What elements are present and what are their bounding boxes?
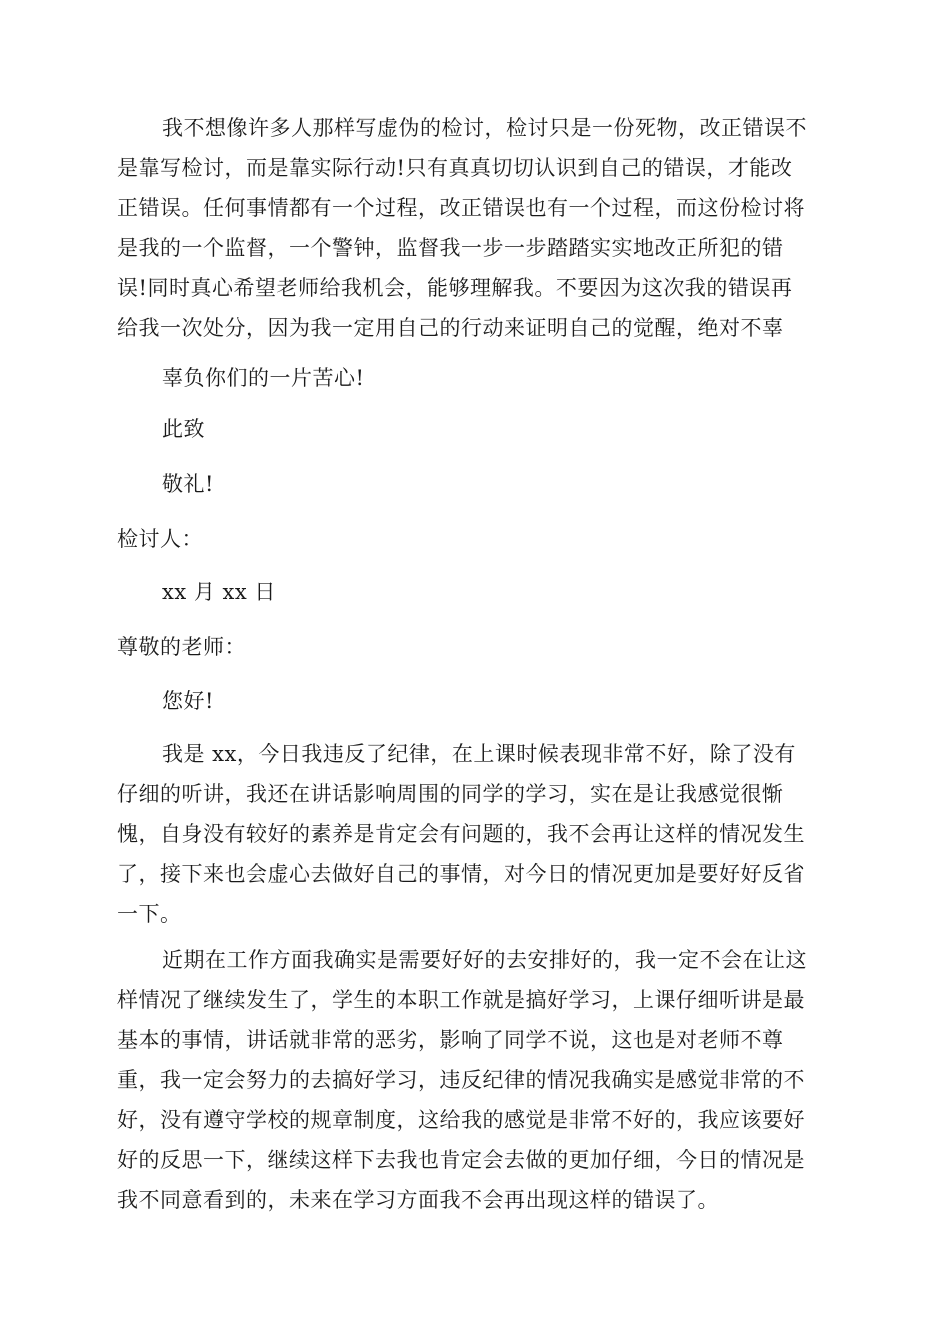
reviewer-label: 检讨人： bbox=[117, 527, 203, 551]
greeting-hello: 您好! bbox=[162, 689, 214, 713]
paragraph-1-line-3: 正错误。任何事情都有一个过程，改正错误也有一个过程，而这份检讨将 bbox=[117, 196, 805, 220]
paragraph-1-line-6: 给我一次处分，因为我一定用自己的行动来证明自己的觉醒，绝对不辜 bbox=[117, 316, 784, 340]
closing-text: 此致 bbox=[162, 417, 205, 441]
paragraph-1-line-5: 误!同时真心希望老师给我机会，能够理解我。不要因为这次我的错误再 bbox=[117, 276, 793, 300]
paragraph-3-line-3: 基本的事情，讲话就非常的恶劣，影响了同学不说，这也是对老师不尊 bbox=[117, 1028, 784, 1052]
paragraph-3-line-5: 好，没有遵守学校的规章制度，这给我的感觉是非常不好的，我应该要好 bbox=[117, 1108, 805, 1132]
paragraph-1-line-1: 我不想像许多人那样写虚伪的检讨，检讨只是一份死物，改正错误不 bbox=[162, 116, 807, 140]
paragraph-1-tail: 辜负你们的一片苦心! bbox=[162, 366, 365, 390]
paragraph-2-line-2: 仔细的听讲，我还在讲话影响周围的同学的学习，实在是让我感觉很惭 bbox=[117, 782, 784, 806]
paragraph-2-line-1: 我是 xx，今日我违反了纪律，在上课时候表现非常不好，除了没有 bbox=[162, 742, 796, 766]
paragraph-3-line-4: 重，我一定会努力的去搞好学习，违反纪律的情况我确实是感觉非常的不 bbox=[117, 1068, 805, 1092]
paragraph-2-line-5: 一下。 bbox=[117, 902, 182, 926]
date-text: xx 月 xx 日 bbox=[162, 580, 276, 604]
paragraph-3-line-6: 好的反思一下，继续这样下去我也肯定会去做的更加仔细，今日的情况是 bbox=[117, 1148, 805, 1172]
paragraph-1-line-2: 是靠写检讨，而是靠实际行动!只有真真切切认识到自己的错误，才能改 bbox=[117, 156, 793, 180]
greeting-title: 尊敬的老师： bbox=[117, 635, 246, 659]
paragraph-3-line-2: 样情况了继续发生了，学生的本职工作就是搞好学习，上课仔细听讲是最 bbox=[117, 988, 805, 1012]
paragraph-3-line-1: 近期在工作方面我确实是需要好好的去安排好的，我一定不会在让这 bbox=[162, 948, 807, 972]
paragraph-3-line-7: 我不同意看到的，未来在学习方面我不会再出现这样的错误了。 bbox=[117, 1188, 719, 1212]
paragraph-2-line-3: 愧，自身没有较好的素养是肯定会有问题的，我不会再让这样的情况发生 bbox=[117, 822, 805, 846]
paragraph-1-line-4: 是我的一个监督，一个警钟，监督我一步一步踏踏实实地改正所犯的错 bbox=[117, 236, 784, 260]
paragraph-2-line-4: 了，接下来也会虚心去做好自己的事情，对今日的情况更加是要好好反省 bbox=[117, 862, 805, 886]
salute-text: 敬礼! bbox=[162, 472, 214, 496]
